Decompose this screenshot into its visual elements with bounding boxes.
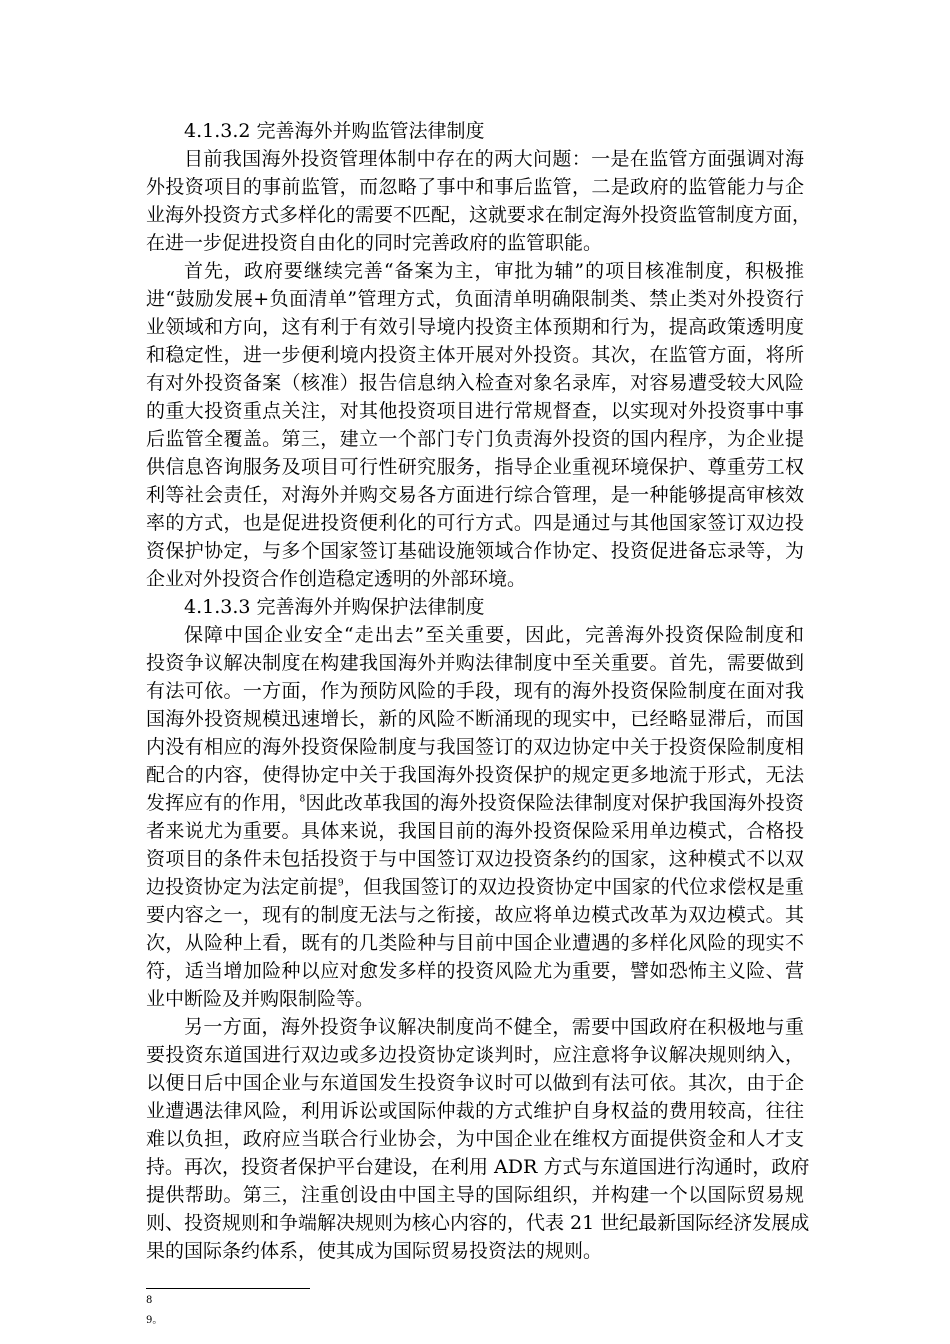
paragraph-line: 有对外投资备案（核准）报告信息纳入检查对象名录库，对容易遭受较大风险 — [146, 372, 804, 394]
paragraph-line: 供信息咨询服务及项目可行性研究服务，指导企业重视环境保护、尊重劳工权 — [146, 456, 804, 478]
paragraph-line: 难以负担，政府应当联合行业协会，为中国企业在维权方面提供资金和人才支 — [146, 1128, 804, 1150]
paragraph-line: 次，从险种上看，既有的几类险种与目前中国企业遭遇的多样化风险的现实不 — [146, 932, 804, 954]
paragraph-line: 业遭遇法律风险，利用诉讼或国际仲裁的方式维护自身权益的费用较高，往往 — [146, 1100, 804, 1122]
paragraph-line: 提供帮助。第三，注重创设由中国主导的国际组织，并构建一个以国际贸易规 — [146, 1184, 804, 1206]
paragraph-line: 外投资项目的事前监管，而忽略了事中和事后监管，二是政府的监管能力与企 — [146, 176, 804, 198]
footnote-separator — [146, 1288, 310, 1289]
paragraph-line: 有法可依。一方面，作为预防风险的手段，现有的海外投资保险制度在面对我 — [146, 680, 804, 702]
paragraph-line — [146, 789, 804, 817]
paragraph-line: 率的方式，也是促进投资便利化的可行方式。四是通过与其他国家签订双边投 — [146, 512, 804, 534]
paragraph-line: 利等社会责任，对海外并购交易各方面进行综合管理，是一种能够提高审核效 — [146, 484, 804, 506]
paragraph-line: 进“鼓励发展+负面清单”管理方式，负面清单明确限制类、禁止类对外投资行 — [146, 288, 804, 310]
paragraph-line: 另一方面，海外投资争议解决制度尚不健全，需要中国政府在积极地与重 — [184, 1016, 804, 1038]
paragraph-line: 企业对外投资合作创造稳定透明的外部环境。 — [146, 568, 527, 590]
paragraph-text: 发挥应有的作用， — [146, 792, 300, 814]
footnote-mark: 8 — [146, 1295, 153, 1306]
paragraph-line: 和稳定性，进一步便利境内投资主体开展对外投资。其次，在监管方面，将所 — [146, 344, 804, 366]
paragraph-line: 的重大投资重点关注，对其他投资项目进行常规督查，以实现对外投资事中事 — [146, 400, 804, 422]
paragraph-line: 果的国际条约体系，使其成为国际贸易投资法的规则。 — [146, 1240, 603, 1262]
paragraph-line: 业中断险及并购限制险等。 — [146, 988, 375, 1010]
paragraph-line: 保障中国企业安全“走出去”至关重要，因此，完善海外投资保险制度和 — [184, 624, 804, 646]
paragraph-line: 要内容之一，现有的制度无法与之衔接，故应将单边模式改革为双边模式。其 — [146, 904, 804, 926]
paragraph-line: 以便日后中国企业与东道国发生投资争议时可以做到有法可依。其次，由于企 — [146, 1072, 804, 1094]
paragraph-line: 配合的内容，使得协定中关于我国海外投资保护的规定更多地流于形式，无法 — [146, 764, 804, 786]
footnote-text: 。 — [152, 1315, 163, 1326]
paragraph-line: 则、投资规则和争端解决规则为核心内容的，代表 21 世纪最新国际经济发展成 — [146, 1212, 810, 1234]
paragraph-line: 首先，政府要继续完善“备案为主，审批为辅”的项目核准制度，积极推 — [184, 260, 804, 282]
footnote-ref-9[interactable]: 9 — [337, 878, 344, 889]
paragraph-line: 后监管全覆盖。第三，建立一个部门专门负责海外投资的国内程序，为企业提 — [146, 428, 804, 450]
paragraph-line: 资项目的条件未包括投资于与中国签订双边投资条约的国家，这种模式不以双 — [146, 848, 804, 870]
paragraph-line: 要投资东道国进行双边或多边投资协定谈判时，应注意将争议解决规则纳入， — [146, 1044, 804, 1066]
paragraph-line: 业海外投资方式多样化的需要不匹配，这就要求在制定海外投资监管制度方面， — [146, 204, 812, 226]
footnote-8 — [146, 1294, 152, 1308]
section-heading-4-1-3-3: 4.1.3.3 完善海外并购保护法律制度 — [184, 596, 485, 618]
paragraph-line: 投资争议解决制度在构建我国海外并购法律制度中至关重要。首先，需要做到 — [146, 652, 804, 674]
paragraph-text: 边投资协定为法定前提 — [146, 876, 338, 898]
footnote-9 — [146, 1314, 162, 1328]
paragraph-line: 国海外投资规模迅速增长，新的风险不断涌现的现实中，已经略显滞后，而国 — [146, 708, 804, 730]
paragraph-text: 因此改革我国的海外投资保险法律制度对保护我国海外投资 — [305, 792, 804, 814]
paragraph-line: 内没有相应的海外投资保险制度与我国签订的双边协定中关于投资保险制度相 — [146, 736, 804, 758]
paragraph-text: ，但我国签订的双边投资协定中国家的代位求偿权是重 — [343, 876, 804, 898]
paragraph-line: 者来说尤为重要。具体来说，我国目前的海外投资保险采用单边模式，合格投 — [146, 820, 804, 842]
footnote-mark: 9 — [146, 1315, 153, 1326]
paragraph-line: 业领域和方向，这有利于有效引导境内投资主体预期和行为，提高政策透明度 — [146, 316, 804, 338]
paragraph-line: 目前我国海外投资管理体制中存在的两大问题：一是在监管方面强调对海 — [184, 148, 804, 170]
paragraph-line: 资保护协定，与多个国家签订基础设施领域合作协定、投资促进备忘录等，为 — [146, 540, 804, 562]
paragraph-line: 符，适当增加险种以应对愈发多样的投资风险尤为重要，譬如恐怖主义险、营 — [146, 960, 804, 982]
section-heading-4-1-3-2: 4.1.3.2 完善海外并购监管法律制度 — [184, 120, 485, 142]
paragraph-line — [146, 873, 804, 901]
paragraph-line: 持。再次，投资者保护平台建设，在利用 ADR 方式与东道国进行沟通时，政府 — [146, 1156, 810, 1178]
paragraph-line: 在进一步促进投资自由化的同时完善政府的监管职能。 — [146, 232, 603, 254]
footnote-ref-8[interactable]: 8 — [299, 794, 306, 805]
